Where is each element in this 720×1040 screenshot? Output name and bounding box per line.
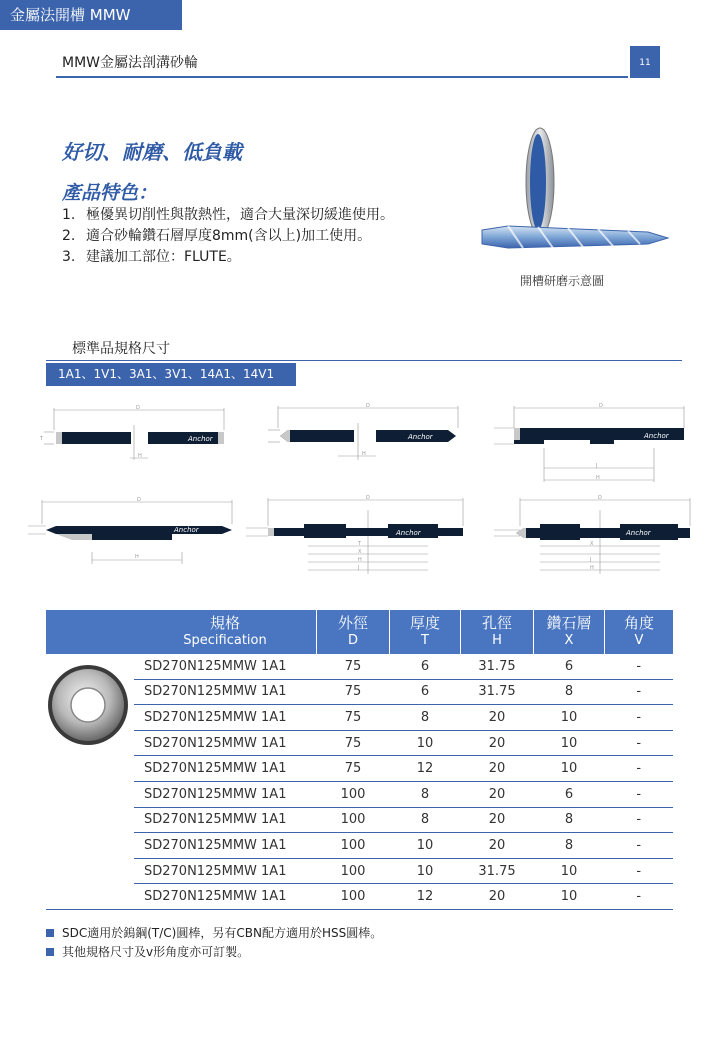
notes bbox=[46, 924, 382, 962]
table-row: SD270N125MMW 1A1 100 12 20 10 - bbox=[46, 884, 673, 910]
svg-text:H: H bbox=[590, 565, 594, 571]
header-angle: 角度 V bbox=[605, 610, 674, 654]
table-header-row bbox=[46, 610, 673, 654]
svg-text:D: D bbox=[599, 403, 603, 409]
svg-text:H: H bbox=[138, 453, 142, 459]
header-bore: 孔徑 H bbox=[461, 610, 534, 654]
svg-text:H: H bbox=[596, 475, 600, 481]
header-specification: 規格 Specification bbox=[134, 610, 317, 654]
svg-text:D: D bbox=[136, 405, 140, 411]
diagram-3a1 bbox=[484, 398, 694, 490]
note-item: SDC適用於鎢鋼(T/C)圓棒，另有CBN配方適用於HSS圓棒。 bbox=[46, 924, 382, 943]
svg-text:J: J bbox=[590, 557, 592, 563]
svg-text:J: J bbox=[596, 463, 598, 469]
square-bullet-icon bbox=[46, 948, 54, 956]
svg-text:D: D bbox=[137, 497, 141, 503]
table-row: SD270N125MMW 1A1 100 8 20 6 - bbox=[46, 781, 673, 807]
diagram-14a1 bbox=[238, 490, 470, 582]
standard-divider bbox=[46, 360, 682, 361]
svg-text:D: D bbox=[366, 495, 370, 501]
table-row: SD270N125MMW 1A1 75 12 20 10 - bbox=[46, 756, 673, 782]
svg-text:T: T bbox=[40, 436, 44, 442]
diagram-14v1 bbox=[480, 490, 702, 582]
section-tag: 金屬法開槽 MMW bbox=[0, 0, 182, 30]
svg-text:Anchor: Anchor bbox=[644, 432, 669, 440]
illustration-caption: 開槽研磨示意圖 bbox=[520, 274, 605, 288]
svg-text:Anchor: Anchor bbox=[408, 433, 433, 441]
svg-text:H: H bbox=[135, 554, 139, 560]
svg-text:Anchor: Anchor bbox=[188, 435, 213, 443]
svg-text:D: D bbox=[366, 403, 370, 409]
wheel-product-image bbox=[46, 663, 130, 747]
svg-text:H: H bbox=[362, 451, 366, 457]
svg-text:X: X bbox=[358, 549, 362, 555]
svg-text:X: X bbox=[590, 541, 594, 547]
diagram-1a1 bbox=[34, 400, 234, 470]
svg-text:Anchor: Anchor bbox=[174, 526, 199, 534]
diagram-3v1 bbox=[22, 492, 242, 576]
svg-text:Anchor: Anchor bbox=[396, 529, 421, 537]
table-row: SD270N125MMW 1A1 75 6 31.75 6 - bbox=[46, 654, 673, 679]
standard-title: 標準品規格尺寸 bbox=[72, 341, 170, 357]
table-row: SD270N125MMW 1A1 75 10 20 10 - bbox=[46, 730, 673, 756]
spec-table bbox=[46, 610, 673, 910]
svg-text:J: J bbox=[358, 565, 360, 571]
header-diamond-layer: 鑽石層 X bbox=[534, 610, 605, 654]
page-number: 11 bbox=[630, 46, 660, 78]
diagram-1v1 bbox=[258, 398, 468, 470]
table-row: SD270N125MMW 1A1 75 8 20 10 - bbox=[46, 705, 673, 731]
feature-item: 2. 適合砂輪鑽石層厚度8mm(含以上)加工使用。 bbox=[62, 228, 372, 244]
features-title: 產品特色： bbox=[62, 182, 158, 204]
table-row: SD270N125MMW 1A1 100 8 20 8 - bbox=[46, 807, 673, 833]
features-list bbox=[62, 205, 394, 268]
table-row: SD270N125MMW 1A1 100 10 31.75 10 - bbox=[46, 858, 673, 884]
svg-text:Anchor: Anchor bbox=[626, 529, 651, 537]
header-diameter: 外徑 D bbox=[317, 610, 390, 654]
header-thickness: 厚度 T bbox=[390, 610, 461, 654]
square-bullet-icon bbox=[46, 929, 54, 937]
table-row: SD270N125MMW 1A1 75 6 31.75 8 - bbox=[46, 679, 673, 705]
grinding-illustration bbox=[478, 126, 678, 256]
title-divider bbox=[56, 76, 628, 78]
svg-text:H: H bbox=[358, 557, 362, 563]
note-item: 其他規格尺寸及v形角度亦可訂製。 bbox=[46, 943, 382, 962]
feature-item: 3. 建議加工部位：FLUTE。 bbox=[62, 249, 241, 265]
page-title: MMW金屬法剖溝砂輪 bbox=[62, 55, 199, 71]
slogan: 好切、耐磨、低負載 bbox=[62, 140, 242, 164]
shape-list-bar: 1A1、1V1、3A1、3V1、14A1、14V1 bbox=[46, 363, 296, 386]
svg-text:D: D bbox=[598, 495, 602, 501]
svg-text:T: T bbox=[358, 541, 362, 547]
table-row: SD270N125MMW 1A1 100 10 20 8 - bbox=[46, 833, 673, 859]
feature-item: 1. 極優異切削性與散熱性，適合大量深切緩進使用。 bbox=[62, 207, 394, 223]
image-column-header bbox=[46, 610, 134, 654]
